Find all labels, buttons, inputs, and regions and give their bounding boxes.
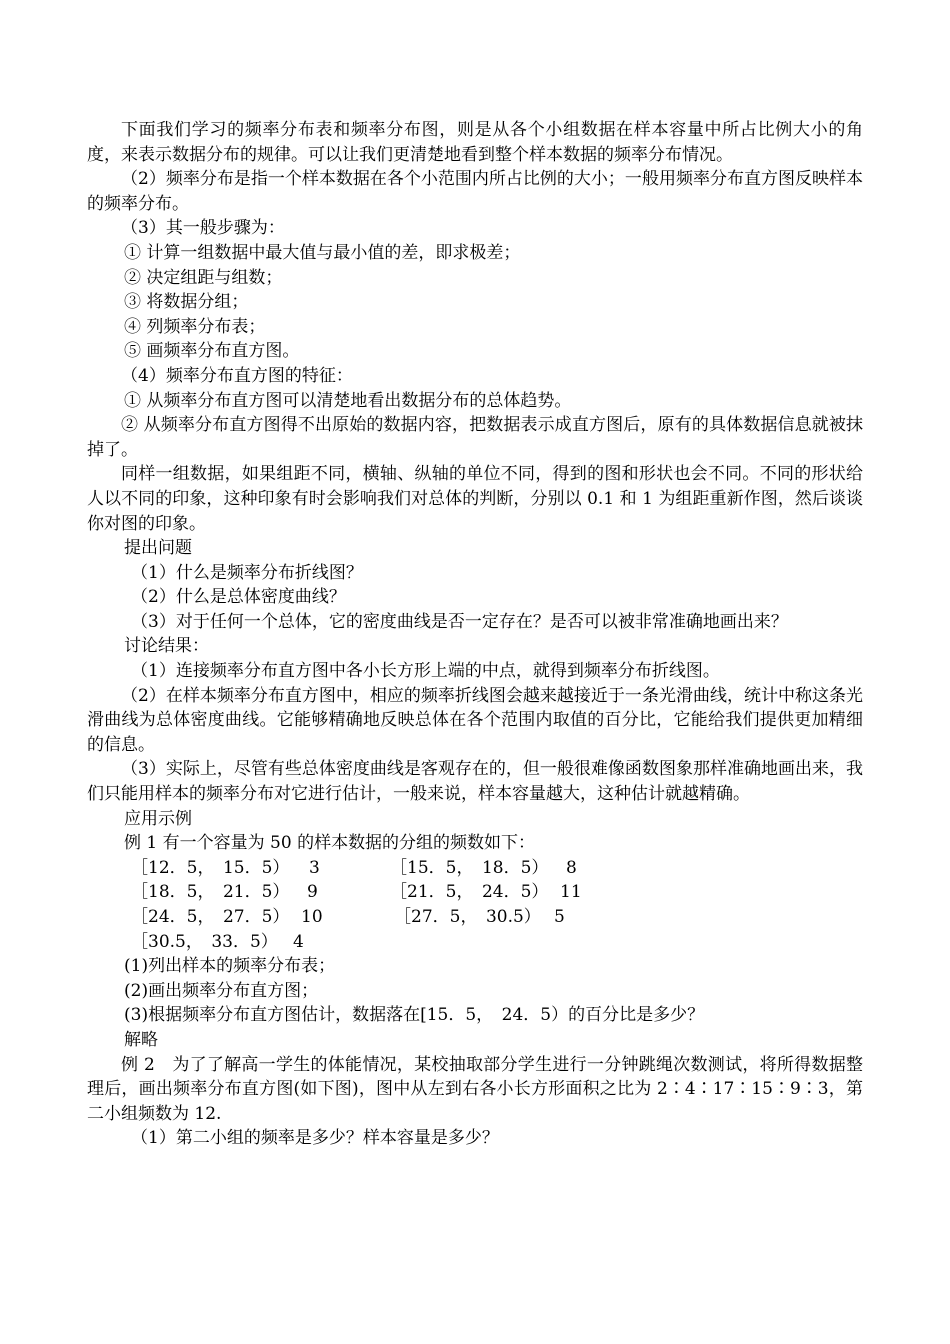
- steps-heading: （3）其一般步骤为：: [121, 218, 285, 239]
- intro-paragraph: 下面我们学习的频率分布表和频率分布图，则是从各个小组数据在样本容量中所占比例大小的角度，来表示数据分布的规律。可以让我们更清楚地看到整个样本数据的频率分布情况。: [87, 120, 863, 165]
- example-1-statement: 例 1 有一个容量为 50 的样本数据的分组的频数如下：: [124, 833, 536, 854]
- discussion-item: （1）连接频率分布直方图中各小长方形上端的中点，就得到频率分布折线图。: [131, 661, 720, 682]
- step-item: ③ 将数据分组；: [124, 292, 249, 313]
- step-item: ⑤ 画频率分布直方图。: [124, 341, 300, 362]
- discussion-item: （2）在样本频率分布直方图中，相应的频率折线图会越来越接近于一条光滑曲线，统计中称这条光滑曲线为总体密度曲线。它能够精确地反映总体在各个范围内取值的百分比，它能给我们提供更加精细的信息。: [87, 685, 863, 755]
- group-interval: ［30.5， 33．5）: [131, 931, 278, 952]
- group-interval: ［12．5， 15．5）: [131, 857, 290, 878]
- group-frequency: 4: [293, 931, 304, 952]
- group-frequency: 9: [307, 882, 318, 903]
- group-frequency: 8: [566, 857, 577, 878]
- step-item: ① 计算一组数据中最大值与最小值的差，即求极差；: [124, 242, 521, 263]
- group-frequency: 5: [554, 907, 565, 927]
- group-frequency: 10: [301, 907, 323, 927]
- example-2-statement: 例 2 为了了解高一学生的体能情况，某校抽取部分学生进行一分钟跳绳次数测试，将所得数据整理后，画出频率分布直方图(如下图)，图中从左到右各小长方形面积之比为 2∶4∶17∶15∶9∶3，第二小组频数为 12.: [87, 1054, 863, 1124]
- group-interval: ［27．5， 30.5）: [394, 907, 541, 927]
- group-interval: ［21．5， 24．5）: [390, 882, 549, 903]
- solution-omitted: 解略: [124, 1029, 158, 1050]
- group-interval: ［15．5， 18．5）: [390, 857, 549, 878]
- example-1-question: (3)根据频率分布直方图估计，数据落在[15．5， 24．5）的百分比是多少？: [124, 1005, 705, 1026]
- step-item: ④ 列频率分布表；: [124, 316, 266, 337]
- same-data-paragraph: 同样一组数据，如果组距不同，横轴、纵轴的单位不同，得到的图和形状也会不同。不同的形状给人以不同的印象，这种印象有时会影响我们对总体的判断，分别以 0.1 和 1 为组距重新作图，然后谈谈你对图的印象。: [87, 464, 863, 534]
- discussion-item: （3）实际上，尽管有些总体密度曲线是客观存在的，但一般很难像函数图象那样准确地画出来，我们只能用样本的频率分布对它进行估计，一般来说，样本容量越大，这种估计就越精确。: [87, 759, 863, 805]
- group-row: [87, 880, 863, 905]
- feature-item: ① 从频率分布直方图可以清楚地看出数据分布的总体趋势。: [124, 390, 572, 411]
- frequency-definition-paragraph: （2）频率分布是指一个样本数据在各个小范围内所占比例的大小；一般用频率分布直方图反映样本的频率分布。: [87, 169, 863, 214]
- question-item: （1）什么是频率分布折线图？: [131, 562, 363, 583]
- group-interval: ［24．5， 27．5）: [131, 907, 290, 927]
- question-item: （2）什么是总体密度曲线？: [131, 587, 346, 608]
- questions-heading: 提出问题: [124, 538, 192, 559]
- group-interval: ［18．5， 21．5）: [131, 882, 290, 903]
- feature-item: ② 从频率分布直方图得不出原始的数据内容，把数据表示成直方图后，原有的具体数据信息就被抹掉了。: [87, 415, 863, 460]
- example-2-question: （1）第二小组的频率是多少？样本容量是多少？: [131, 1128, 499, 1149]
- example-1-question: (1)列出样本的频率分布表；: [124, 956, 336, 977]
- group-row: [87, 905, 863, 930]
- group-frequency: 11: [560, 882, 582, 903]
- discussion-heading: 讨论结果：: [124, 636, 209, 657]
- step-item: ② 决定组距与组数；: [124, 267, 283, 288]
- group-frequency: 3: [309, 857, 320, 878]
- group-row: [87, 856, 863, 881]
- example-1-question: (2)画出频率分布直方图；: [124, 980, 319, 1001]
- question-item: （3）对于任何一个总体，它的密度曲线是否一定存在？是否可以被非常准确地画出来？: [131, 611, 788, 632]
- features-heading: （4）频率分布直方图的特征：: [121, 365, 353, 386]
- group-row: [87, 930, 863, 955]
- application-heading: 应用示例: [124, 808, 192, 829]
- document-page: [87, 118, 863, 1151]
